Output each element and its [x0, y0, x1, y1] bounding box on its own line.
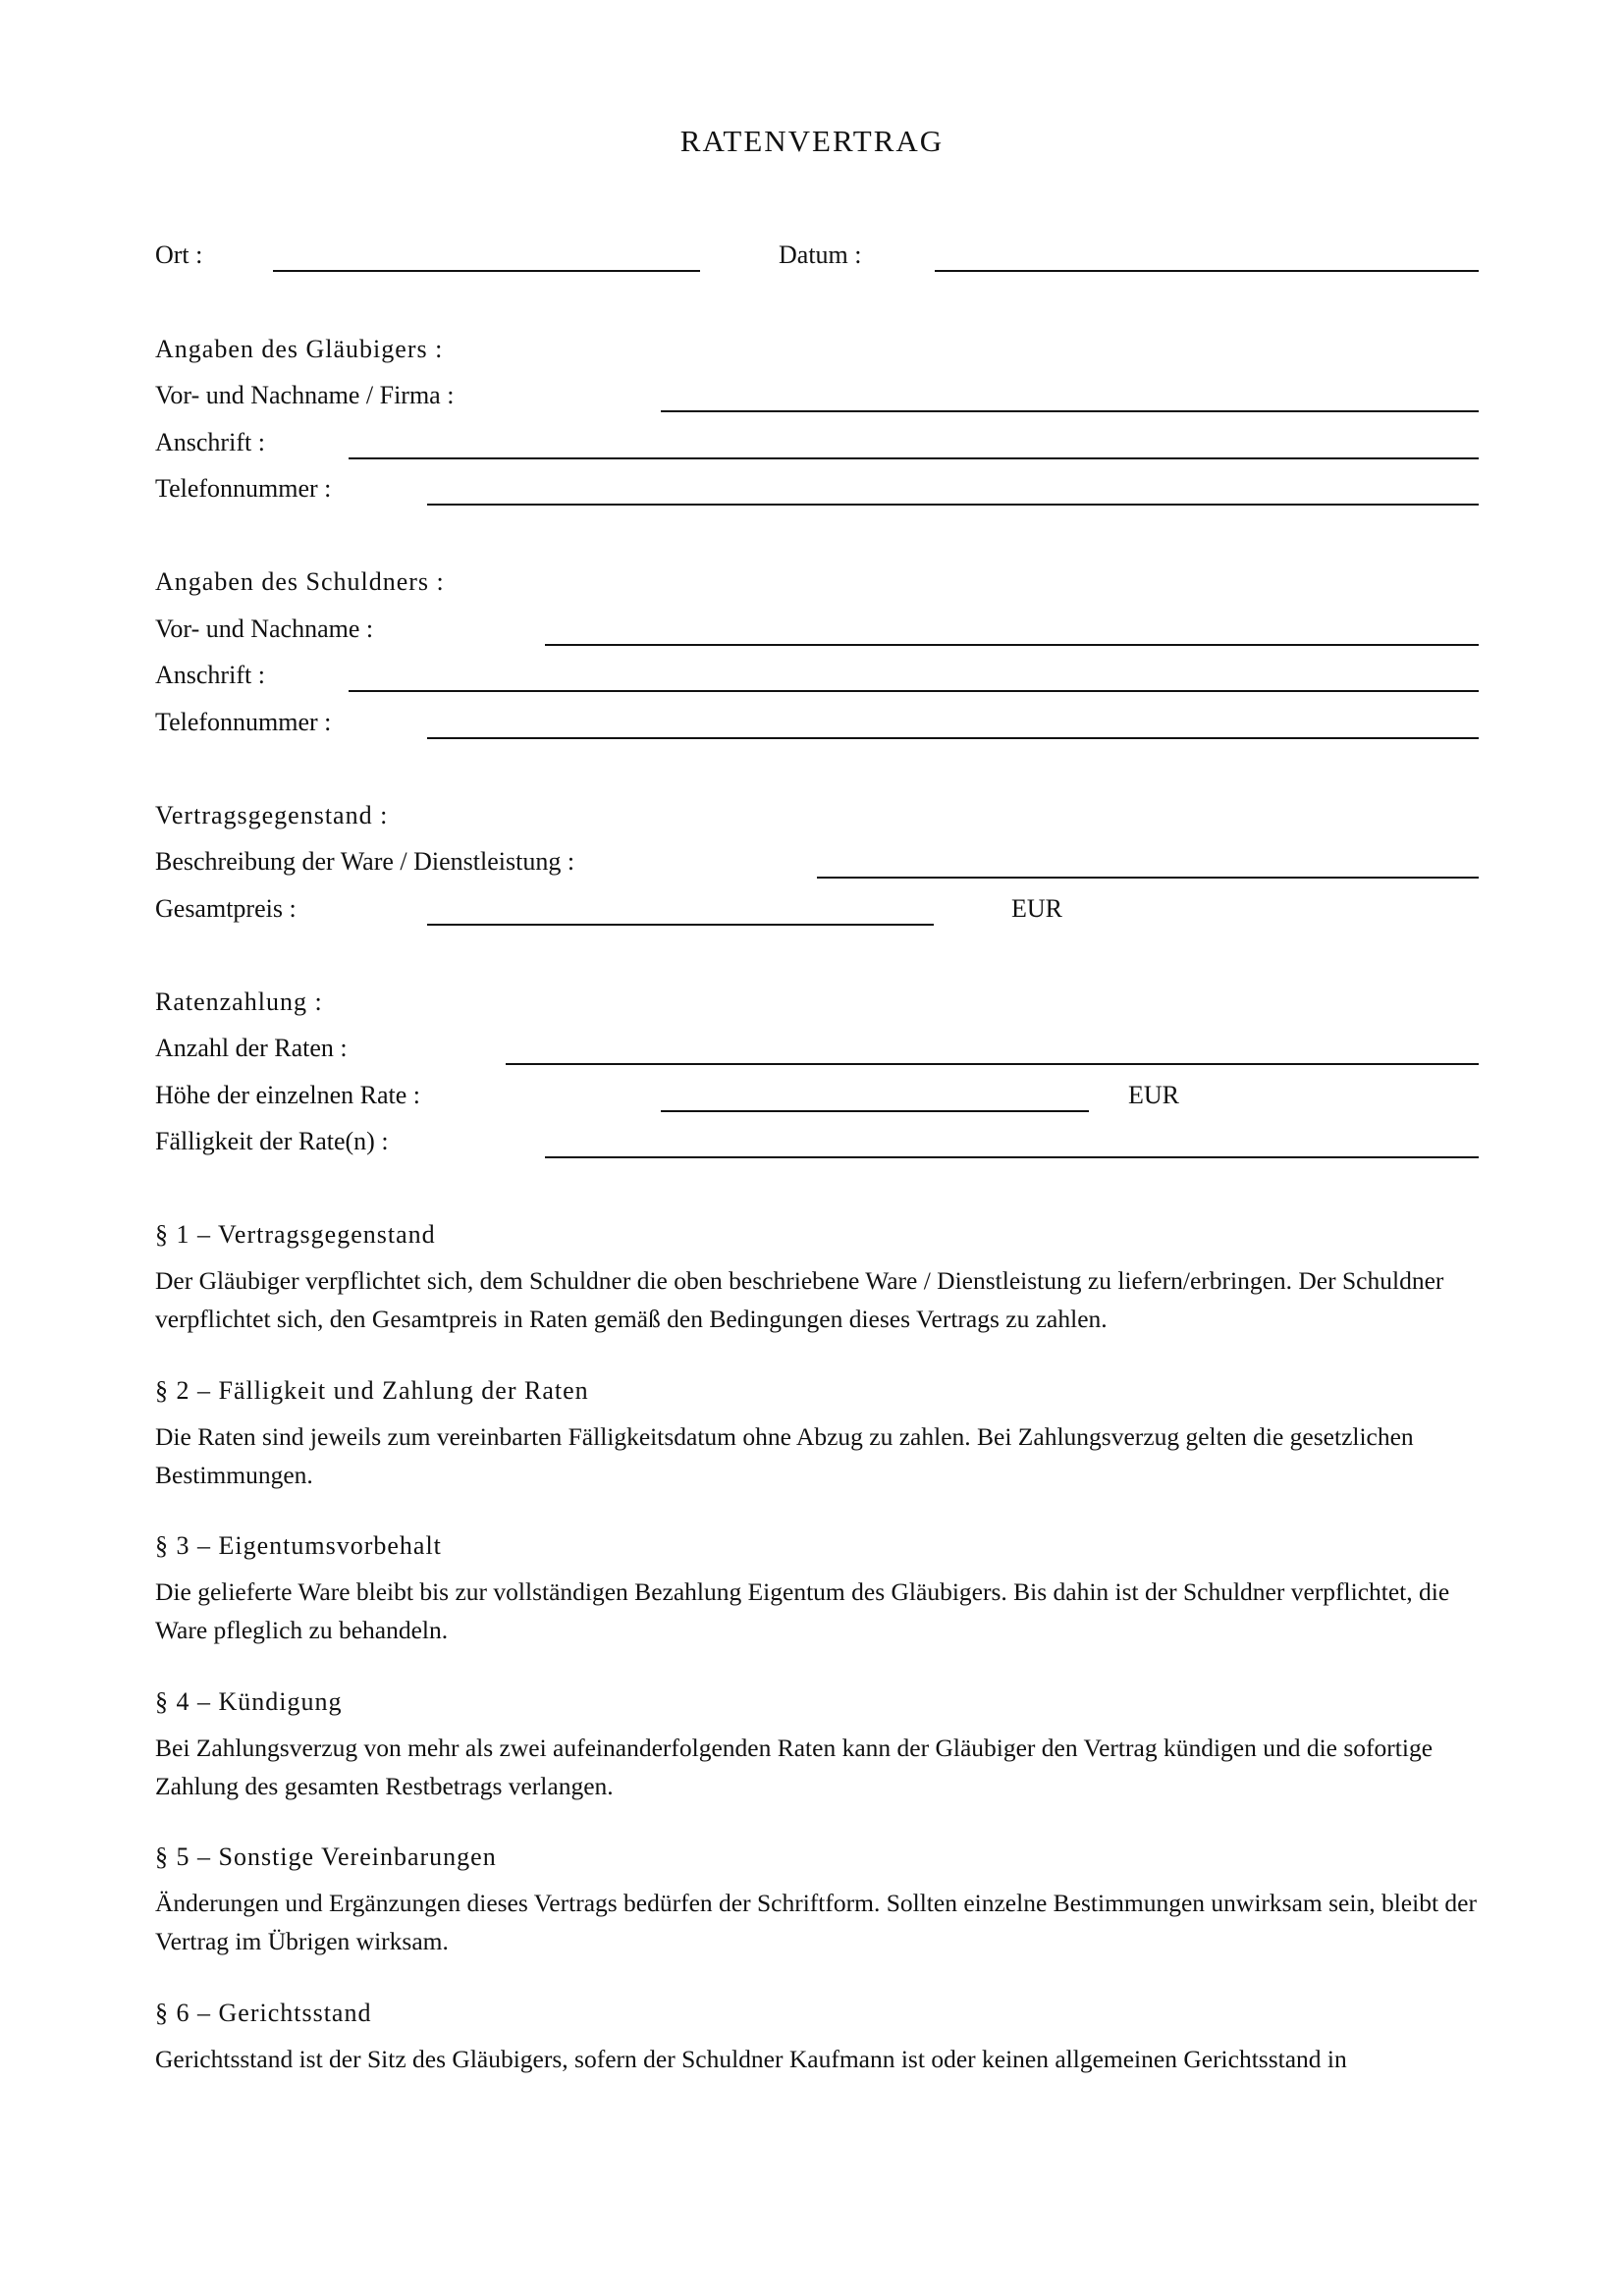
due-label: Fälligkeit der Rate(n) : — [155, 1127, 389, 1155]
schuldner-address-label: Anschrift : — [155, 661, 265, 689]
paragraph-2-heading: § 2 – Fälligkeit und Zahlung der Raten — [155, 1376, 589, 1405]
due-field[interactable] — [545, 1156, 1479, 1158]
glaeubiger-address-field[interactable] — [349, 457, 1479, 459]
datum-label: Datum : — [779, 240, 862, 269]
amount-field[interactable] — [661, 1110, 1089, 1112]
glaeubiger-name-label: Vor- und Nachname / Firma : — [155, 381, 455, 409]
description-label: Beschreibung der Ware / Dienstleistung : — [155, 847, 575, 876]
glaeubiger-heading: Angaben des Gläubigers : — [155, 335, 444, 363]
count-field[interactable] — [506, 1063, 1479, 1065]
schuldner-address-field[interactable] — [349, 690, 1479, 692]
paragraph-5-text: Änderungen und Ergänzungen dieses Vertrags bedürfen der Schriftform. Sollten einzelne Bestimmungen unwirksam sein, bleibt der Vertrag im Übrigen wirksam. — [155, 1889, 1477, 1955]
paragraph-6-heading: § 6 – Gerichtsstand — [155, 1999, 372, 2027]
schuldner-name-field[interactable] — [545, 644, 1479, 646]
schuldner-phone-field[interactable] — [427, 737, 1479, 739]
gegenstand-heading: Vertragsgegenstand : — [155, 801, 389, 829]
paragraph-4-text: Bei Zahlungsverzug von mehr als zwei aufeinanderfolgenden Raten kann der Gläubiger den Vertrag kündigen und die sofortige Zahlung des gesamten Restbetrags verlangen. — [155, 1734, 1434, 1800]
ort-field[interactable] — [273, 270, 700, 272]
glaeubiger-phone-field[interactable] — [427, 504, 1479, 506]
glaeubiger-address-label: Anschrift : — [155, 428, 265, 456]
ort-label: Ort : — [155, 240, 203, 269]
schuldner-heading: Angaben des Schuldners : — [155, 567, 445, 596]
glaeubiger-name-field[interactable] — [661, 410, 1479, 412]
description-field[interactable] — [817, 877, 1479, 879]
count-label: Anzahl der Raten : — [155, 1034, 348, 1062]
schuldner-phone-label: Telefonnummer : — [155, 708, 332, 736]
price-label: Gesamtpreis : — [155, 894, 297, 923]
amount-currency: EUR — [1128, 1081, 1179, 1109]
paragraph-1-heading: § 1 – Vertragsgegenstand — [155, 1220, 436, 1249]
paragraph-6-text: Gerichtsstand ist der Sitz des Gläubigers, sofern der Schuldner Kaufmann ist oder keinen allgemeinen Gerichtsstand in — [155, 2045, 1347, 2073]
ratenzahlung-heading: Ratenzahlung : — [155, 988, 323, 1016]
paragraph-2-text: Die Raten sind jeweils zum vereinbarten Fälligkeitsdatum ohne Abzug zu zahlen. Bei Zahlungsverzug gelten die gesetzlichen Bestimmungen. — [155, 1422, 1414, 1489]
price-field[interactable] — [427, 924, 934, 926]
datum-field[interactable] — [935, 270, 1479, 272]
paragraph-5-heading: § 5 – Sonstige Vereinbarungen — [155, 1842, 497, 1871]
glaeubiger-phone-label: Telefonnummer : — [155, 474, 332, 503]
paragraph-3-heading: § 3 – Eigentumsvorbehalt — [155, 1531, 442, 1560]
document-title: RATENVERTRAG — [679, 124, 945, 158]
paragraph-3-text: Die gelieferte Ware bleibt bis zur vollständigen Bezahlung Eigentum des Gläubigers. Bis dahin ist der Schuldner verpflichtet, die Ware pfleglich zu behandeln. — [155, 1577, 1450, 1644]
schuldner-name-label: Vor- und Nachname : — [155, 614, 374, 643]
price-currency: EUR — [1011, 894, 1062, 923]
paragraph-4-heading: § 4 – Kündigung — [155, 1687, 343, 1716]
paragraph-1-text: Der Gläubiger verpflichtet sich, dem Schuldner die oben beschriebene Ware / Dienstleistung zu liefern/erbringen. Der Schuldner verpflichtet sich, den Gesamtpreis in Raten gemäß den Bedingungen dieses Vertrags zu zahlen. — [155, 1266, 1444, 1333]
amount-label: Höhe der einzelnen Rate : — [155, 1081, 420, 1109]
